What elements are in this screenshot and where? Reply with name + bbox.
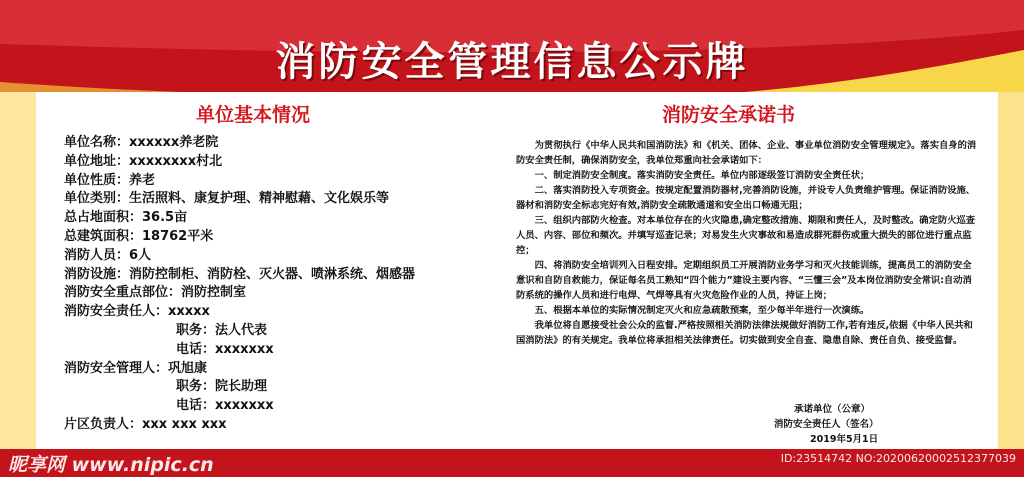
pledge-paragraph: 四、将消防安全培训列入日程安排。定期组织员工开展消防业务学习和灭火技能训练，提高员工的消防安全意识和自防自救能力，保证每名员工熟知“四个能力”建设主要内容、“三懂三会”及本岗位消防安全常识:自动消防系统的操作人员和进行电焊、气焊等具有火灾危险作业的人员，持证上岗； — [516, 260, 972, 301]
pledge-paragraph: 五、根据本单位的实际情况制定灭火和应急疏散预案，至少每半年进行一次演练。 — [534, 305, 870, 316]
sign-person: 消防安全责任人（签名） — [774, 419, 879, 430]
pledge-paragraph: 二、落实消防投入专项资金。按规定配置消防器材,完善消防设施，并设专人负责维护管理。保证消防设施、器材和消防安全标志完好有效,消防安全疏散通道和安全出口畅通无阻； — [516, 185, 976, 211]
pledge-paragraph: 三、组织内部防火检查。对本单位存在的火灾隐患,确定整改措施、期限和责任人，及时整改。确定防火巡查人员、内容、部位和频次。并填写巡查记录；对易发生火灾事故和易造成群死群伤或重大损失的部位进行重点监控； — [516, 215, 976, 256]
info-line: 单位性质：养老 — [64, 172, 156, 188]
info-line: 片区负责人：xxx xxx xxx — [64, 416, 227, 432]
info-line: 电话：xxxxxxx — [176, 341, 274, 357]
pledge-body — [516, 138, 978, 348]
basic-info-list — [64, 134, 415, 435]
pledge-paragraph: 我单位将自愿接受社会公众的监督.严格按照相关消防法律法规做好消防工作,若有违反,依据《中华人民共和国消防法》的有关规定。我单位将承担相关法律责任。切实做到安全自查、隐患自除、责任自负、接受监督。 — [516, 320, 973, 346]
basic-info-title: 单位基本情况 — [196, 104, 311, 126]
page-title: 消防安全管理信息公示牌 — [275, 39, 749, 85]
info-line: 消防安全责任人：xxxxx — [64, 304, 210, 320]
info-line: 单位类别：生活照料、康复护理、精神慰藉、文化娱乐等 — [64, 191, 390, 207]
info-line: 单位地址：xxxxxxxx村北 — [64, 153, 223, 169]
info-line: 消防安全管理人：巩旭康 — [64, 360, 208, 376]
sign-unit: 承诺单位（公章） — [794, 404, 871, 415]
pledge-title: 消防安全承诺书 — [662, 104, 796, 126]
sign-date: 2019年5月1日 — [810, 434, 879, 445]
info-line: 消防人员：6人 — [64, 247, 152, 263]
info-line: 消防设施：消防控制柜、消防栓、灭火器、喷淋系统、烟感器 — [64, 266, 416, 282]
pledge-signature — [774, 402, 879, 447]
info-line: 职务：法人代表 — [176, 322, 268, 338]
info-line: 电话：xxxxxxx — [176, 398, 274, 414]
watermark-logo: 昵享网 www.nipic.cn — [8, 454, 214, 476]
notice-board-panel — [36, 92, 998, 449]
info-line: 单位名称：xxxxxx养老院 — [64, 135, 219, 150]
info-line: 总占地面积：36.5亩 — [64, 210, 188, 226]
basic-info-section — [36, 92, 466, 449]
pledge-section — [512, 92, 988, 449]
info-line: 总建筑面积：18762平米 — [64, 228, 214, 244]
info-line: 职务：院长助理 — [176, 379, 268, 395]
pledge-paragraph: 为贯彻执行《中华人民共和国消防法》和《机关、团体、企业、事业单位消防安全管理规定》。落实自身的消防安全责任制，确保消防安全，我单位郑重向社会承诺如下： — [516, 140, 977, 166]
info-line: 消防安全重点部位：消防控制室 — [64, 285, 247, 301]
watermark-id: ID:23514742 NO:20200620002512377039 — [780, 452, 1016, 465]
pledge-paragraph: 一、制定消防安全制度。落实消防安全责任。单位内部逐级签订消防安全责任状； — [534, 170, 870, 181]
